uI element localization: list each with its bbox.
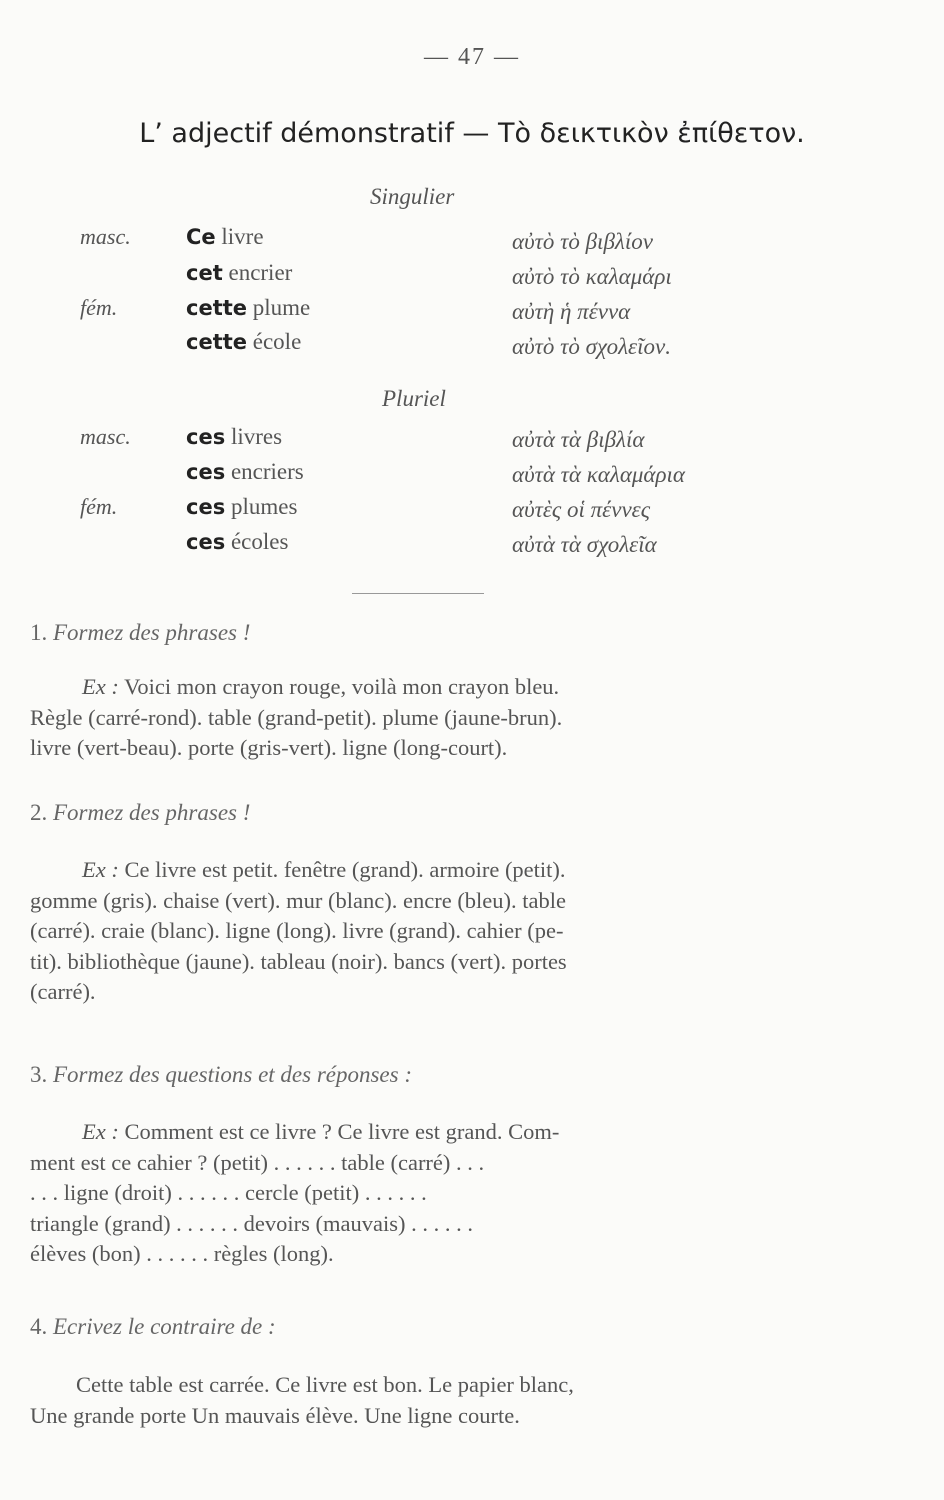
exercise-4-body — [30, 1370, 795, 1431]
gender-label: masc. — [80, 424, 131, 449]
page-number: — 47 — — [424, 44, 520, 70]
exercise-3-heading: 3. Formez des questions et des réponses : — [30, 1062, 413, 1087]
exercise-line: élèves (bon) . . . . . . règles (long). — [30, 1241, 334, 1266]
greek-phrase: αὐτὰ τὰ σχολεῖα — [512, 532, 657, 557]
gender-label: masc. — [80, 224, 131, 249]
french-phrase: cette plume — [186, 295, 311, 320]
exercise-2-body — [30, 855, 795, 1008]
greek-phrase: αὐτὸ τὸ σχολεῖον. — [512, 334, 671, 359]
french-phrase: ces écoles — [186, 529, 289, 554]
exercise-line: (carré). craie (blanc). ligne (long). livre (grand). cahier (pe- — [30, 918, 564, 943]
exercise-line: gomme (gris). chaise (vert). mur (blanc). encre (bleu). table — [30, 887, 567, 913]
greek-phrase: αὐτὸ τὸ καλαμάρι — [512, 264, 672, 289]
singular-heading: Singulier — [370, 184, 455, 209]
exercise-line: Règle (carré-rond). table (grand-petit). plume (jaune-brun). — [30, 704, 563, 730]
example-label: Ex : — [82, 674, 119, 699]
french-phrase: ces encriers — [186, 459, 304, 484]
exercise-line: Ce livre est petit. fenêtre (grand). armoire (petit). — [124, 857, 566, 882]
french-phrase: cet encrier — [186, 260, 293, 285]
greek-phrase: αὐτὸ τὸ βιβλίον — [512, 229, 653, 254]
greek-phrase: αὐτὰ τὰ βιβλία — [512, 427, 645, 452]
exercise-line: Une grande porte Un mauvais élève. Une ligne courte. — [30, 1402, 520, 1428]
exercise-line: Comment est ce livre ? Ce livre est grand. Com- — [124, 1119, 560, 1144]
greek-phrase: αὐτὰ τὰ καλαμάρια — [512, 462, 686, 487]
plural-heading: Pluriel — [382, 386, 446, 411]
section-divider — [352, 593, 484, 594]
gender-label: fém. — [80, 494, 118, 519]
exercise-1-body — [30, 672, 795, 764]
greek-phrase: αὐτὴ ἡ πέννα — [512, 299, 631, 324]
example-label: Ex : — [82, 857, 119, 882]
exercise-line: . . . ligne (droit) . . . . . . cercle (petit) . . . . . . — [30, 1180, 427, 1205]
exercise-line: (carré). — [30, 979, 96, 1004]
exercise-1-heading: 1. Formez des phrases ! — [30, 620, 251, 645]
exercise-3-body — [30, 1117, 795, 1270]
exercise-2-heading: 2. Formez des phrases ! — [30, 800, 251, 825]
gender-label: fém. — [80, 295, 118, 320]
page-title: L’ adjectif démonstratif — Τὸ δεικτικὸν ἐπίθετον. — [139, 118, 805, 149]
exercise-line: Voici mon crayon rouge, voilà mon crayon bleu. — [124, 674, 560, 699]
french-phrase: cette école — [186, 329, 302, 354]
exercise-line: Cette table est carrée. Ce livre est bon. Le papier blanc, — [76, 1372, 574, 1397]
french-phrase: ces livres — [186, 424, 283, 449]
greek-phrase: αὐτὲς οἱ πέννες — [512, 497, 651, 522]
french-phrase: Ce livre — [186, 224, 264, 249]
exercise-line: ment est ce cahier ? (petit) . . . . . . table (carré) . . . — [30, 1149, 485, 1175]
french-phrase: ces plumes — [186, 494, 298, 519]
exercise-4-heading: 4. Ecrivez le contraire de : — [30, 1314, 276, 1339]
exercise-line: tit). bibliothèque (jaune). tableau (noir). bancs (vert). portes — [30, 948, 567, 974]
exercise-line: triangle (grand) . . . . . . devoirs (mauvais) . . . . . . — [30, 1210, 474, 1236]
exercise-line: livre (vert-beau). porte (gris-vert). ligne (long-court). — [30, 735, 508, 760]
example-label: Ex : — [82, 1119, 119, 1144]
